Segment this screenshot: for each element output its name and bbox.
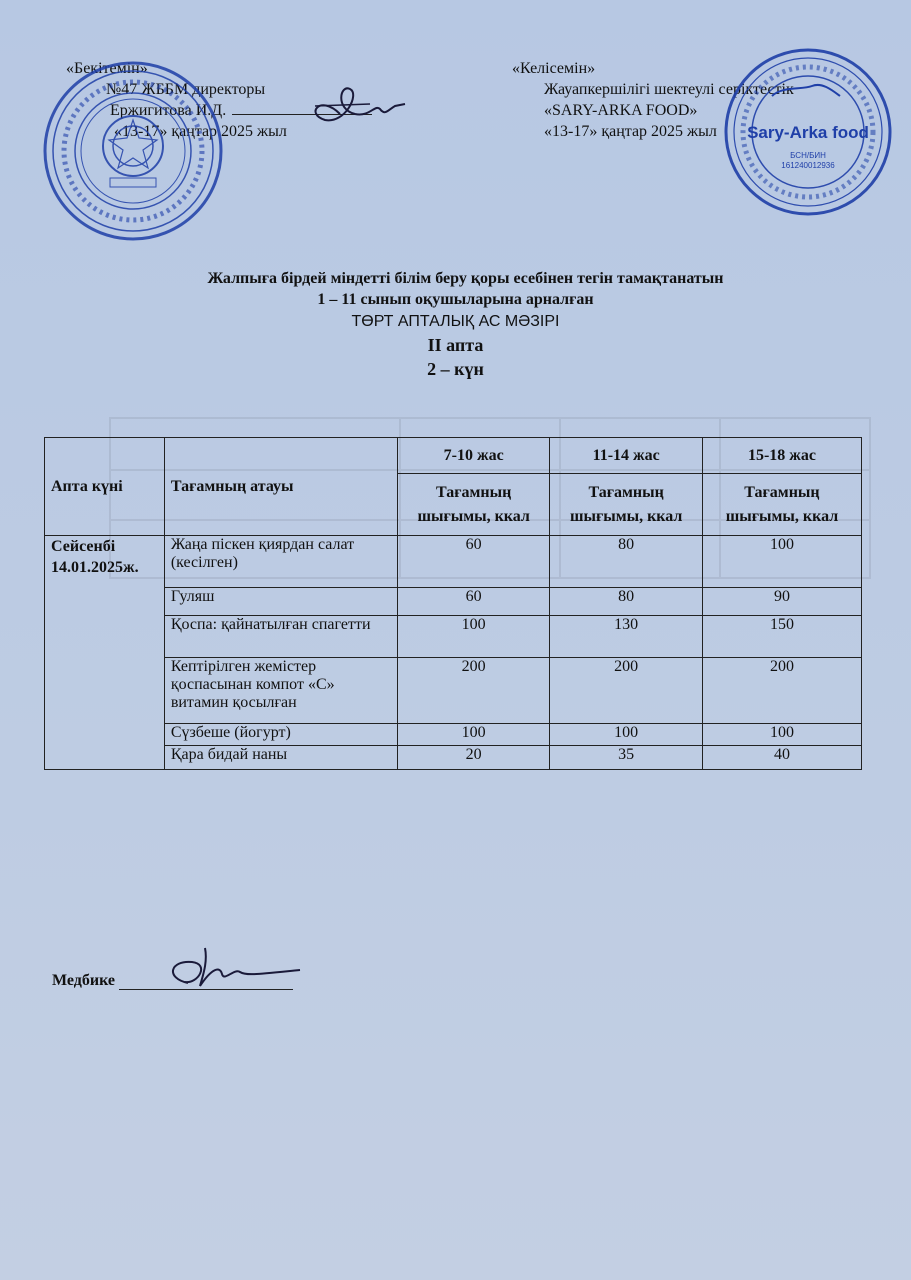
day-date: 14.01.2025ж. [51, 559, 139, 576]
title-line-3: ТӨРТ АПТАЛЫҚ АС МӘЗІРІ [351, 313, 560, 330]
table-header-row [45, 438, 862, 474]
value-11-14: 80 [550, 588, 703, 616]
nurse-signature [150, 938, 310, 998]
header-age-15-18: 15-18 жас [702, 438, 861, 474]
table-row [45, 724, 862, 746]
approval-left-heading: «Бекітемін» [66, 60, 148, 77]
approval-left-position: №47 ЖББМ директоры [106, 81, 266, 98]
value-15-18: 150 [702, 616, 861, 658]
title-line-1: Жалпыға бірдей міндетті білім беру қоры есебінен тегін тамақтанатын [207, 270, 724, 287]
nurse-label: Медбике [52, 972, 116, 989]
table-row [45, 616, 862, 658]
header-age-7-10: 7-10 жас [397, 438, 550, 474]
school-seal-stamp [40, 58, 226, 244]
table-row [45, 746, 862, 770]
approval-left-date: «13-17» қаңтар 2025 жыл [114, 123, 287, 140]
approval-right-date: «13-17» қаңтар 2025 жыл [544, 123, 717, 140]
value-11-14: 130 [550, 616, 703, 658]
dish-name: Сүзбеше (йогурт) [164, 724, 397, 746]
menu-title-block [0, 268, 911, 381]
subheader-yield-11-14: Тағамның шығымы, ккал [550, 474, 703, 536]
subheader-yield-15-18: Тағамның шығымы, ккал [702, 474, 861, 536]
table-row [45, 588, 862, 616]
value-7-10: 100 [397, 616, 550, 658]
value-7-10: 60 [397, 536, 550, 588]
seal-bin-number: 161240012936 [781, 161, 835, 170]
approval-right-org: Жауапкершілігі шектеулі серіктестік [544, 81, 794, 98]
dish-name: Кептірілген жемістер қоспасынан компот «С» витамин қосылған [164, 658, 397, 724]
menu-table [44, 437, 862, 770]
value-15-18: 100 [702, 536, 861, 588]
table-row [45, 658, 862, 724]
subheader-yield-7-10: Тағамның шығымы, ккал [397, 474, 550, 536]
dish-name: Қоспа: қайнатылған спагетти [164, 616, 397, 658]
day-cell [45, 536, 165, 770]
company-seal-stamp [722, 46, 894, 218]
value-15-18: 40 [702, 746, 861, 770]
value-7-10: 20 [397, 746, 550, 770]
dish-name: Гуляш [164, 588, 397, 616]
value-7-10: 200 [397, 658, 550, 724]
value-15-18: 100 [702, 724, 861, 746]
director-signature [300, 84, 410, 134]
value-11-14: 80 [550, 536, 703, 588]
header-dish: Тағамның атауы [164, 438, 397, 536]
day-name: Сейсенбі [51, 538, 116, 555]
header-day: Апта күні [45, 438, 165, 536]
title-day: 2 – күн [427, 359, 484, 379]
dish-name: Жаңа піскен қиярдан салат (кесілген) [164, 536, 397, 588]
value-15-18: 200 [702, 658, 861, 724]
title-week: ІІ апта [427, 335, 484, 355]
value-15-18: 90 [702, 588, 861, 616]
seal-brand-text: Sary-Arka food [747, 123, 869, 142]
value-11-14: 200 [550, 658, 703, 724]
table-row [45, 536, 862, 588]
seal-bin-label: БСН/БИН [790, 151, 826, 160]
header-age-11-14: 11-14 жас [550, 438, 703, 474]
value-7-10: 60 [397, 588, 550, 616]
approval-left-name: Ержигитова И.Д. [66, 100, 372, 121]
title-line-2: 1 – 11 сынып оқушыларына арналған [317, 291, 594, 308]
dish-name: Қара бидай наны [164, 746, 397, 770]
value-11-14: 35 [550, 746, 703, 770]
value-7-10: 100 [397, 724, 550, 746]
value-11-14: 100 [550, 724, 703, 746]
approval-right-heading: «Келісемін» [512, 60, 596, 77]
approval-right-company: «SARY-ARKA FOOD» [544, 102, 698, 119]
